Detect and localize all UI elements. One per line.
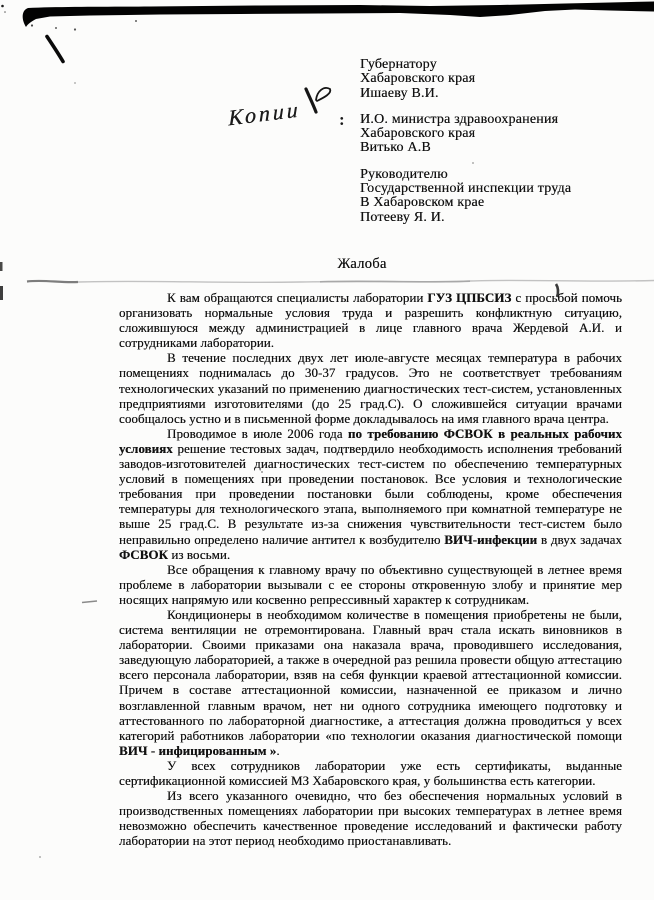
body-text: аттестованного по лабораторной диагностике, а аттестация должна проводиться у всех xyxy=(119,712,622,728)
recipient-group xyxy=(360,58,571,101)
body-line xyxy=(119,698,622,713)
body-line xyxy=(119,758,622,773)
recipient-line: Ишаеву В.И. xyxy=(360,85,439,101)
body-line xyxy=(119,773,622,788)
body-text: заводов-изготовителей диагностических тест-систем по обеспечению температурных xyxy=(119,456,622,472)
body-text: категорий работников лаборатории «по технологии оказания диагностической помощи xyxy=(119,727,622,743)
letter-body xyxy=(119,290,622,848)
body-text: Кондиционеры в необходимом количестве в помещения приобретены не были, xyxy=(167,606,622,622)
body-line xyxy=(119,350,622,365)
body-line xyxy=(119,577,622,592)
body-text: заведующую лабораторией, а также в очередной раз решила провести общую аттестацию xyxy=(119,652,622,668)
body-text: сложившуюся между администрацией в лице главного врача Жердевой А.И. и xyxy=(119,320,622,336)
body-text: Из всего указанного очевидно, что без обеспечения нормальных условий в xyxy=(167,788,622,804)
handwritten-copies-label: Копии xyxy=(228,96,301,131)
body-line xyxy=(119,713,622,728)
recipient-line: И.О. министра здравоохранения xyxy=(360,111,559,127)
recipient-line: В Хабаровском крае xyxy=(360,195,485,211)
body-text: выше 25 град.С. В результате из-за снижения чувствительности тест-систем было xyxy=(119,516,622,532)
body-text: В течение последних двух лет июле-августе месяцах температура в рабочих xyxy=(167,350,622,366)
body-line xyxy=(119,833,622,848)
body-line xyxy=(119,652,622,667)
recipient-line: Хабаровского края xyxy=(360,126,476,142)
body-text: Причем в составе аттестационной комиссии, назначенной ее приказом и лично xyxy=(119,682,622,698)
body-text: возглавленной главным врачом, нет ни одного сотрудника имеющего подготовку и xyxy=(119,697,622,713)
body-line xyxy=(119,471,622,486)
body-line xyxy=(119,365,622,380)
body-text: невозможно обеспечить качественное проведение исследований и фактически работу xyxy=(119,818,622,834)
body-text: . xyxy=(276,742,280,758)
body-line xyxy=(119,396,622,411)
handwritten-tick xyxy=(306,88,330,112)
body-line xyxy=(119,532,622,547)
body-text-bold: ФСВОК xyxy=(119,546,169,562)
body-line xyxy=(119,637,622,652)
body-line xyxy=(119,788,622,803)
body-text: из восьми. xyxy=(168,546,231,562)
scan-edge-bar xyxy=(23,2,654,28)
body-text-bold: ВИЧ-инфекции xyxy=(444,531,538,547)
body-text: с просьбой помочь xyxy=(511,290,622,305)
body-line xyxy=(119,728,622,743)
body-line xyxy=(119,516,622,531)
body-line xyxy=(119,290,622,305)
body-text: У всех сотрудников лаборатории уже есть сертификаты, выданные xyxy=(167,757,622,773)
body-text: лаборатории на этот период необходимо приостанавливать. xyxy=(119,833,452,849)
recipient-line: Витько А.В xyxy=(360,140,431,156)
body-text: Все обращения к главному врачу по объективно существующей в летнее время xyxy=(167,561,622,577)
body-text: проблеме в лаборатории вызывали с ее стороны откровенную злобу и принятие мер xyxy=(119,576,622,592)
body-text-bold: ВИЧ - инфицированным » xyxy=(119,742,277,758)
body-text: производственных помещениях лаборатории при высоких температурах в летнее время xyxy=(119,803,622,819)
recipient-line: Губернатору xyxy=(360,57,437,72)
handwritten-colon: : xyxy=(339,110,345,129)
recipient-line: Государственной инспекции труда xyxy=(360,181,572,197)
body-line xyxy=(119,622,622,637)
body-text: К вам обращаются специалисты лаборатории xyxy=(167,290,428,305)
recipient-block xyxy=(360,58,571,237)
body-line xyxy=(119,592,622,607)
body-line xyxy=(119,667,622,682)
body-line xyxy=(119,743,622,758)
body-line xyxy=(119,335,622,350)
body-text: требования при проведении постановки были соблюдены, кроме обеспечения xyxy=(119,486,622,502)
body-text: в двух задачах xyxy=(537,531,622,547)
body-text: сотрудниками лаборатории. xyxy=(119,335,275,351)
body-text: сертификационной комиссией МЗ Хабаровского края, у большинства есть категории. xyxy=(119,773,596,788)
body-line xyxy=(119,682,622,697)
body-text: всего персонала лаборатории, взяв на себя функции краевой аттестационной комиссии. xyxy=(119,667,622,683)
body-line xyxy=(119,411,622,426)
body-text: система вентиляции не отремонтирована. Главный врач стала искать виновников в xyxy=(119,622,622,638)
body-line xyxy=(119,547,622,562)
body-line xyxy=(119,501,622,516)
body-text: температуры для технологического этапа, выполняемого при комнатной температуре не xyxy=(119,501,622,517)
body-line xyxy=(119,456,622,471)
body-text: организовать нормальные условия труда и разрешить конфликтную ситуацию, xyxy=(119,305,622,321)
body-line xyxy=(119,305,622,320)
body-line xyxy=(119,441,622,456)
recipient-line: Руководителю xyxy=(360,166,448,182)
body-text: Проводимое в июле 2006 года xyxy=(167,425,348,441)
body-text: условий в помещениях при проведении постановок. Все условия и технологические xyxy=(119,471,622,487)
body-line xyxy=(119,426,622,441)
body-line xyxy=(119,818,622,833)
body-text: технологических указаний по применению диагностических тест-систем, установленных xyxy=(119,380,622,396)
body-text: носящих напрямую или косвенно репрессивный характер к сотрудникам. xyxy=(119,591,530,607)
recipient-group xyxy=(360,113,571,156)
body-text: неправильно определено наличие антител к возбудителю xyxy=(119,531,445,547)
body-line xyxy=(119,320,622,335)
body-text-bold: ГУЗ ЦПБСИЗ xyxy=(427,290,512,305)
pen-stroke xyxy=(47,37,63,62)
body-line xyxy=(119,607,622,622)
body-line xyxy=(119,486,622,501)
body-text-bold: условиях xyxy=(119,440,173,456)
body-text: лаборатории. Своими приказами она наказала врача, проводившего исследования, xyxy=(119,637,622,653)
recipient-group xyxy=(360,168,571,225)
body-text: помещениях поднималась до 30-37 градусов. Это не соответствует требованиям xyxy=(119,365,622,381)
body-line xyxy=(119,803,622,818)
recipient-line: Потееву Я. И. xyxy=(360,209,445,225)
body-text-bold: по требованию ФСВОК в реальных рабочих xyxy=(347,425,622,441)
body-text: предприятиями изготовителями (до 25 град.С). О сложившейся ситуации врачами xyxy=(119,395,622,411)
body-line xyxy=(119,562,622,577)
body-text: решение тестовых задач, подтвердило необходимость исполнения требований xyxy=(172,440,622,456)
body-text: сообщалось устно и в письменной форме докладывалось на имя главного врача центра. xyxy=(119,410,609,426)
recipient-line: Хабаровского края xyxy=(360,71,476,87)
letter-title: Жалоба xyxy=(337,256,387,272)
body-line xyxy=(119,381,622,396)
